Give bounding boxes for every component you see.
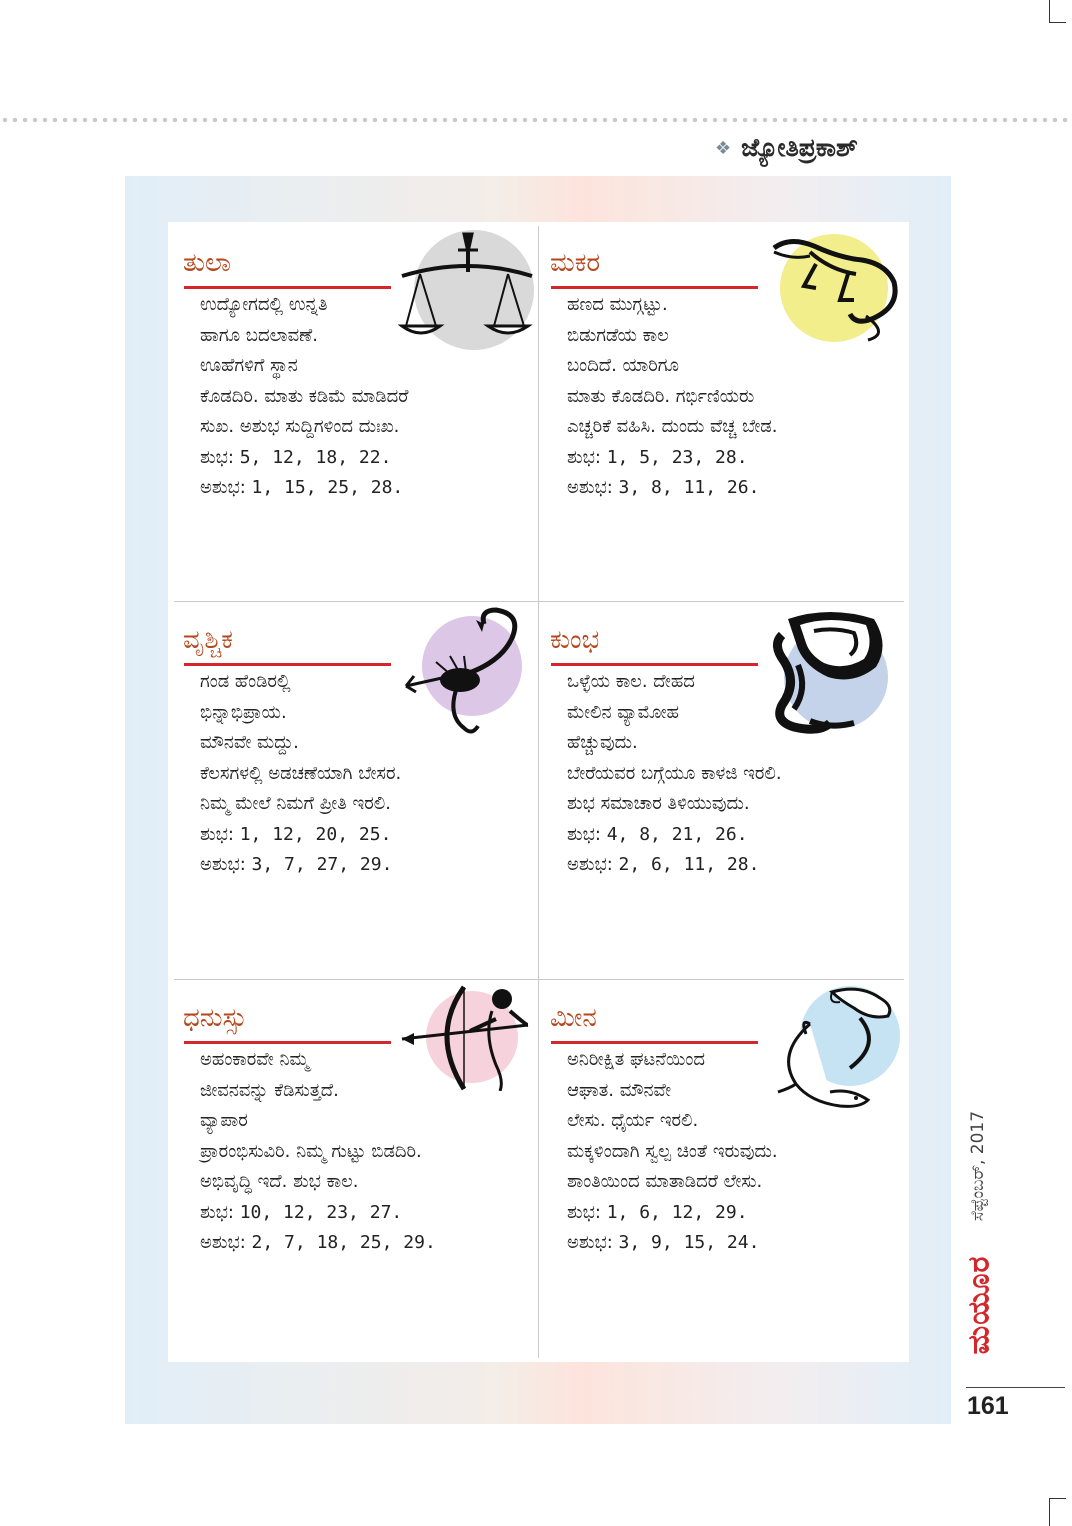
prediction-line: ಬಿಡುಗಡೆಯ ಕಾಲ bbox=[567, 324, 669, 346]
lucky-values: 5, 12, 18, 22. bbox=[239, 446, 392, 468]
lucky-label: ಶುಭ: bbox=[200, 1201, 234, 1223]
crop-mark-top bbox=[1049, 0, 1066, 23]
unlucky-values: 3, 7, 27, 29. bbox=[251, 854, 393, 875]
prediction-line: ಹೆಚ್ಚುವುದು. bbox=[567, 732, 638, 753]
lucky-values: 4, 8, 21, 26. bbox=[606, 823, 748, 845]
lucky-label: ಶುಭ: bbox=[200, 446, 234, 468]
lucky-dates bbox=[567, 820, 897, 851]
prediction-line: ಉದ್ಯೋಗದಲ್ಲಿ ಉನ್ನತಿ bbox=[200, 294, 328, 315]
prediction-line: ಕೊಡದಿರಿ. ಮಾತು ಕಡಿಮೆ ಮಾಡಿದರೆ bbox=[200, 385, 409, 407]
prediction-line: ಸುಖ. ಅಶುಭ ಸುದ್ದಿಗಳಿಂದ ದುಃಖ. bbox=[200, 416, 400, 437]
lucky-dates bbox=[567, 1198, 897, 1229]
title-underline bbox=[184, 286, 391, 289]
prediction-line: ಒಳ್ಳೆಯ ಕಾಲ. ದೇಹದ bbox=[567, 671, 695, 692]
sign-name: ಮೀನ bbox=[550, 1003, 597, 1033]
diamond-bullet-icon: ❖ bbox=[715, 137, 732, 159]
capricorn-crocodile-icon bbox=[770, 230, 904, 346]
prediction-line: ಅಭಿವೃದ್ಧಿ ಇದೆ. ಶುಭ ಕಾಲ. bbox=[200, 1171, 359, 1192]
title-underline bbox=[551, 1041, 758, 1044]
lucky-values: 10, 12, 23, 27. bbox=[239, 1201, 403, 1223]
unlucky-values: 2, 6, 11, 28. bbox=[618, 854, 760, 875]
lucky-dates bbox=[200, 820, 530, 851]
lucky-dates bbox=[200, 443, 530, 474]
prediction-line: ಶುಭ ಸಮಾಚಾರ ತಿಳಿಯುವುದು. bbox=[567, 793, 750, 814]
page-number-rule bbox=[966, 1387, 1065, 1388]
lucky-values: 1, 12, 20, 25. bbox=[239, 823, 392, 845]
unlucky-dates bbox=[567, 1228, 897, 1259]
unlucky-dates bbox=[200, 473, 530, 504]
unlucky-values: 2, 7, 18, 25, 29. bbox=[251, 1232, 436, 1253]
unlucky-label: ಅಶುಭ: bbox=[200, 477, 246, 498]
prediction-line: ಆಘಾತ. ಮೌನವೇ bbox=[567, 1079, 672, 1101]
sign-name: ಧನುಸ್ಸು bbox=[183, 1003, 248, 1033]
unlucky-label: ಅಶುಭ: bbox=[567, 477, 613, 498]
lucky-dates bbox=[200, 1198, 530, 1229]
prediction-line: ಬೇರೆಯವರ ಬಗ್ಗೆಯೂ ಕಾಳಜಿ ಇರಲಿ. bbox=[567, 762, 782, 784]
prediction-line: ಶಾಂತಿಯಿಂದ ಮಾತಾಡಿದರೆ ಲೇಸು. bbox=[567, 1171, 763, 1192]
sign-name: ತುಲಾ bbox=[183, 248, 232, 278]
prediction-line: ವ್ಯಾಪಾರ bbox=[200, 1110, 248, 1131]
dotted-divider bbox=[0, 116, 1072, 124]
unlucky-dates bbox=[567, 473, 897, 504]
prediction-line: ನಿಮ್ಮ ಮೇಲೆ ನಿಮಗೆ ಪ್ರೀತಿ ಇರಲಿ. bbox=[200, 793, 391, 814]
row-divider bbox=[174, 601, 904, 602]
prediction-line: ಹಣದ ಮುಗ್ಗಟ್ಟು. bbox=[567, 294, 668, 315]
scorpio-scorpion-icon bbox=[400, 604, 530, 740]
unlucky-label: ಅಶುಭ: bbox=[567, 1232, 613, 1253]
unlucky-values: 1, 15, 25, 28. bbox=[251, 477, 404, 498]
section-header bbox=[715, 130, 858, 166]
prediction-line: ಜೀವನವನ್ನು ಕೆಡಿಸುತ್ತದೆ. bbox=[200, 1079, 339, 1101]
prediction-line: ಪ್ರಾರಂಭಿಸುವಿರಿ. ನಿಮ್ಮ ಗುಟ್ಟು ಬಿಡದಿರಿ. bbox=[200, 1140, 422, 1162]
page-number: 161 bbox=[967, 1392, 1009, 1420]
prediction-line: ಮಾತು ಕೊಡದಿರಿ. ಗರ್ಭಿಣಿಯರು bbox=[567, 385, 755, 407]
prediction-line: ಎಚ್ಚರಿಕೆ ವಹಿಸಿ. ದುಂದು ವೆಚ್ಚ ಬೇಡ. bbox=[567, 416, 778, 437]
title-underline bbox=[551, 663, 758, 666]
title-underline bbox=[551, 286, 758, 289]
lucky-values: 1, 6, 12, 29. bbox=[606, 1201, 748, 1223]
unlucky-dates bbox=[567, 850, 897, 881]
unlucky-values: 3, 8, 11, 26. bbox=[618, 477, 760, 498]
magazine-name: ಮಯೂರ bbox=[961, 1255, 997, 1355]
prediction-line: ಭಿನ್ನಾಭಿಪ್ರಾಯ. bbox=[200, 701, 287, 723]
prediction-line: ಹಾಗೂ ಬದಲಾವಣೆ. bbox=[200, 324, 318, 346]
libra-scales-icon bbox=[398, 228, 534, 352]
prediction-line: ಊಹೆಗಳಿಗೆ ಸ್ಥಾನ bbox=[200, 355, 298, 376]
sign-name: ವೃಶ್ಚಿಕ bbox=[183, 625, 233, 655]
issue-date bbox=[960, 1098, 996, 1234]
prediction-line: ಲೇಸು. ಧೈರ್ಯ ಇರಲಿ. bbox=[567, 1110, 699, 1131]
lucky-label: ಶುಭ: bbox=[567, 446, 601, 468]
prediction-line: ಅನಿರೀಕ್ಷಿತ ಘಟನೆಯಿಂದ bbox=[567, 1049, 705, 1070]
lucky-dates bbox=[567, 443, 897, 474]
issue-date-text: ಸೆಪ್ಟೆಂಬರ್, 2017 bbox=[968, 1110, 988, 1222]
magazine-logo bbox=[962, 1245, 996, 1365]
unlucky-dates bbox=[200, 850, 530, 881]
prediction-line: ಗಂಡ ಹೆಂಡಿರಲ್ಲಿ bbox=[200, 671, 291, 692]
sagittarius-archer-icon bbox=[400, 985, 534, 1091]
sign-name: ಕುಂಭ bbox=[550, 625, 600, 655]
lucky-label: ಶುಭ: bbox=[567, 1201, 601, 1223]
lucky-values: 1, 5, 23, 28. bbox=[606, 446, 748, 468]
section-title: ಜ್ಯೋತಿಪ್ರಕಾಶ್ bbox=[741, 133, 858, 162]
pisces-fish-icon bbox=[770, 984, 902, 1116]
unlucky-label: ಅಶುಭ: bbox=[200, 854, 246, 875]
crop-mark-bottom bbox=[1049, 1498, 1066, 1526]
prediction-line: ಕೆಲಸಗಳಲ್ಲಿ ಅಡಚಣೆಯಾಗಿ ಬೇಸರ. bbox=[200, 762, 402, 784]
sign-name: ಮಕರ bbox=[550, 248, 601, 278]
title-underline bbox=[184, 1041, 391, 1044]
unlucky-values: 3, 9, 15, 24. bbox=[618, 1232, 760, 1253]
title-underline bbox=[184, 663, 391, 666]
unlucky-label: ಅಶುಭ: bbox=[567, 854, 613, 875]
unlucky-label: ಅಶುಭ: bbox=[200, 1232, 246, 1253]
prediction-line: ಮಕ್ಕಳಿಂದಾಗಿ ಸ್ವಲ್ಪ ಚಿಂತೆ ಇರುವುದು. bbox=[567, 1140, 778, 1162]
prediction-line: ಬಂದಿದೆ. ಯಾರಿಗೂ bbox=[567, 355, 679, 376]
lucky-label: ಶುಭ: bbox=[200, 823, 234, 845]
row-divider bbox=[174, 979, 904, 980]
unlucky-dates bbox=[200, 1228, 530, 1259]
prediction-line: ಅಹಂಕಾರವೇ ನಿಮ್ಮ bbox=[200, 1049, 310, 1070]
prediction-line: ಮೇಲಿನ ವ್ಯಾಮೋಹ bbox=[567, 701, 680, 723]
prediction-line: ಮೌನವೇ ಮದ್ದು. bbox=[200, 732, 299, 753]
lucky-label: ಶುಭ: bbox=[567, 823, 601, 845]
aquarius-water-pot-icon bbox=[770, 605, 896, 739]
